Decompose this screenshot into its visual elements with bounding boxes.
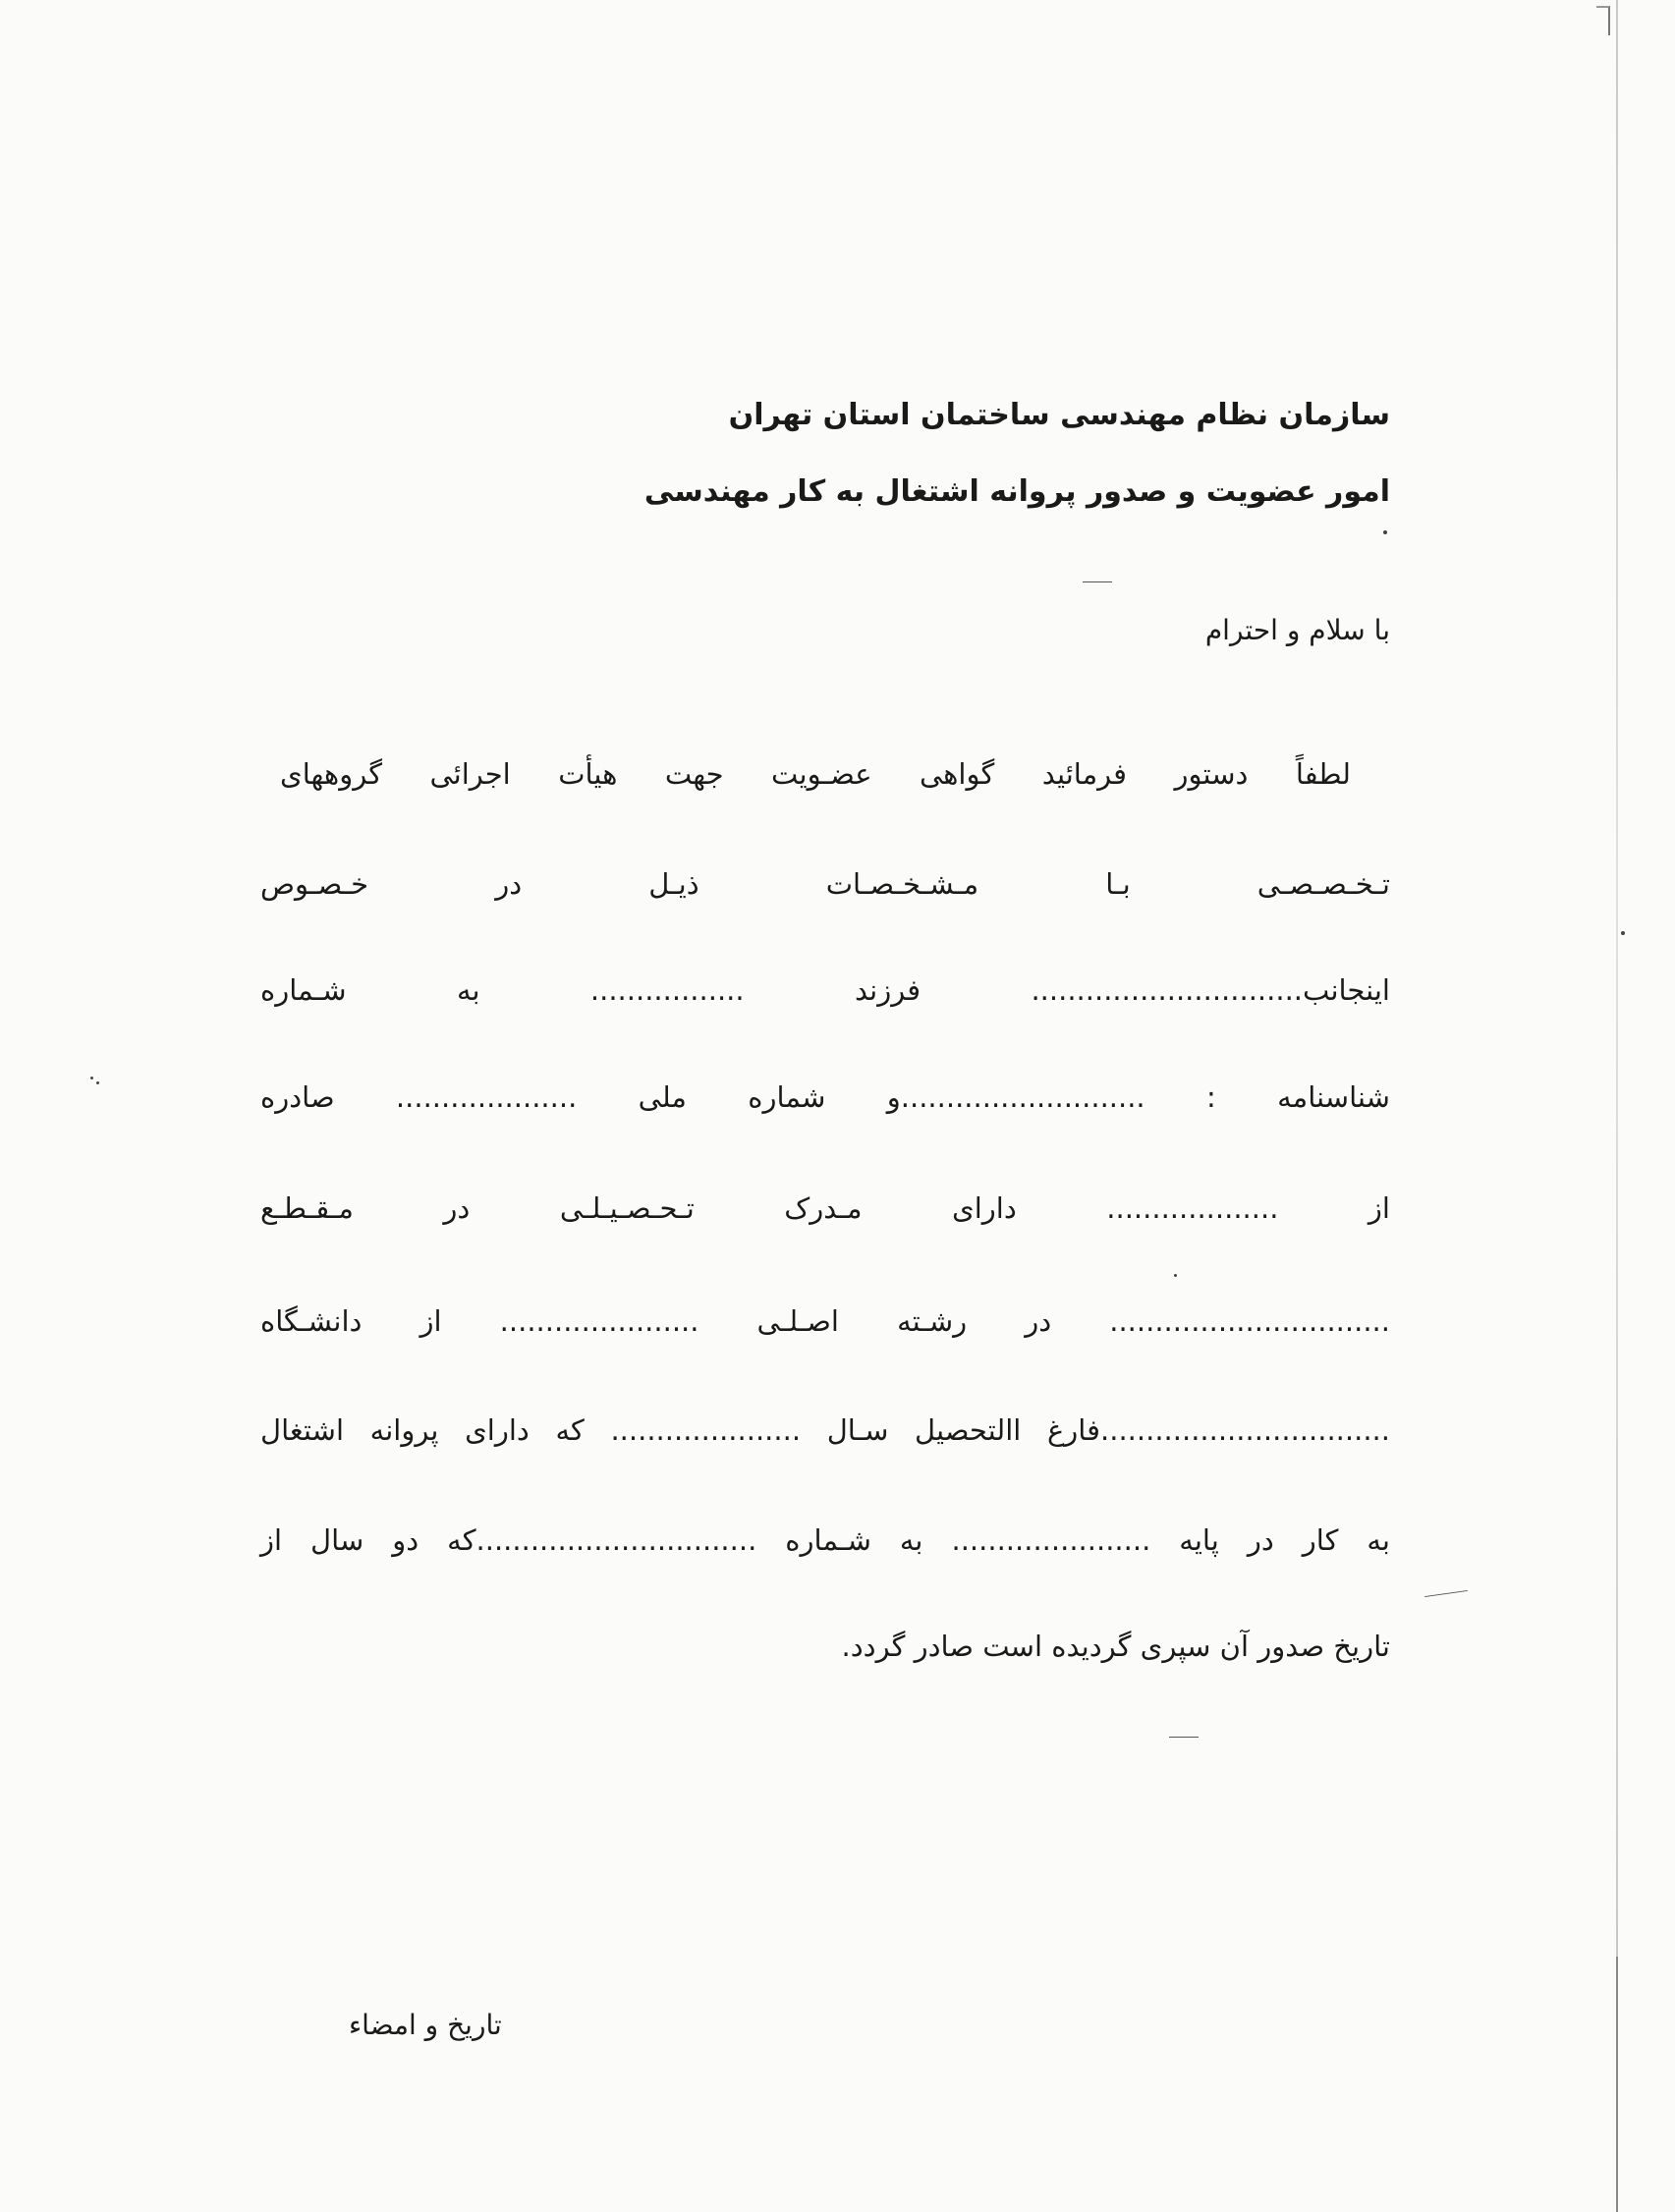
body-line-9: تاریخ صدور آن سپری گردیده است صادر گردد. [841, 1630, 1390, 1663]
body-line-3: اینجانب.............................. فرزند ................. به شـماره [260, 973, 1390, 1007]
body-line-6: ............................... در رشـته اصـلـی ...................... از دانشـگاه [260, 1304, 1390, 1338]
body-line-1: لطفاً دستور فرمائید گواهی عضـویت جهت هیأت اجرائی گروههای [280, 757, 1351, 791]
scan-dash [1424, 1590, 1468, 1597]
scan-speck [1383, 530, 1387, 534]
department-title: امور عضویت و صدور پروانه اشتغال به کار مهندسی [643, 474, 1390, 509]
body-line-5: از ................... دارای مـدرک تـحـصـیـلـی در مـقـطـع [260, 1191, 1390, 1225]
scan-edge [1616, 0, 1618, 2212]
scan-speck [90, 1077, 93, 1079]
scan-edge-shadow [1616, 1957, 1618, 2212]
scan-speck [1174, 1274, 1177, 1277]
body-line-8: به کار در پایه ...................... به شـماره ...............................که دو سال از [260, 1523, 1390, 1557]
body-line-4: شناسنامه : ...........................و شماره ملی .................... صادره [260, 1080, 1390, 1114]
scan-speck [96, 1081, 99, 1084]
body-line-7: ................................فارغ االتحصیل سـال ..................... که دارای پروانه اشتغال [260, 1413, 1390, 1447]
body-line-2: تـخـصـصـی بـا مـشـخـصـات ذیـل در خـصـوص [260, 867, 1390, 901]
scan-speck [1621, 931, 1625, 935]
scan-dash [1169, 1737, 1199, 1738]
signature-label: تاریخ و امضاء [349, 2009, 502, 2041]
organization-title: سازمان نظام مهندسی ساختمان استان تهران [728, 398, 1390, 432]
greeting-line: با سلام و احترام [1204, 614, 1390, 646]
scan-corner-mark [1596, 6, 1610, 35]
scan-dash [1083, 581, 1112, 582]
